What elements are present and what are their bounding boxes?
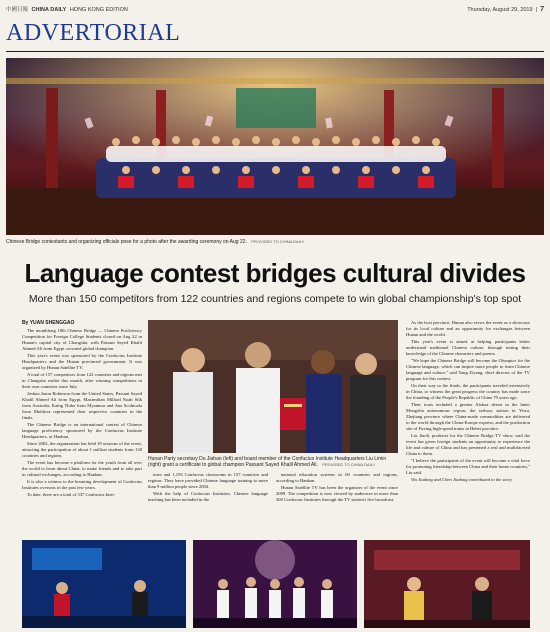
section-banner: ADVERTORIAL: [6, 20, 181, 46]
col1-paragraph: Since 2002, the organization has held 18 sessions of the event, attracting the participation of about 1 million students from 130 countries and regions.: [22, 441, 142, 458]
masthead: [6, 5, 128, 13]
stage-caption-credit: PROVIDED TO CHINA DAILY: [251, 239, 305, 244]
bottom-photo-3: [364, 540, 530, 628]
col4-paragraph: Their tours included a greater Alxhaa desert in the Inner Mongolia autonomous region; the railway station in Yiwu, Zhejiang province where China-made commodities are delivered to the world through the China-Europe express; and the production site of Fuxing high-speed trains in Hebei province.: [406, 402, 530, 431]
stage-caption-text: Chinese Bridge contestants and organizing officials pose for a photo after the awarding ceremony on Aug 22.: [6, 239, 247, 245]
column-1: [22, 328, 142, 499]
col4-paragraph: This year's event is aimed at helping participants better understand traditional Chinese culture, through testing their knowledge of the Chinese characters and poems.: [406, 339, 530, 356]
stage-photo: [6, 58, 544, 235]
col4-paragraph: As the host province, Hunan also views the event as a showcase for its local culture and an opportunity for exchanges between Hunan and the world.: [406, 320, 530, 337]
certificate-caption-text: Hunan Party secretary Du Jiahao (left) and board member of the Confucius Institute Headquarters Liu Limin (right) grant a certificate to global champion Passant Sayed Khalil Ahmed Ali.: [148, 456, 387, 468]
col1-paragraph: The monthlong 18th Chinese Bridge — Chinese Proficiency Competition for Foreign College Students closed on Aug 22 in Hunan's capital city of Changsha, with Passant Sayed Khalil Ahmed Ali from Egypt crowned global champion.: [22, 328, 142, 351]
col1-paragraph: It is also a witness to the booming development of Confucius Institutes overseas in the past few years.: [22, 479, 142, 490]
bottom-photo-1: [22, 540, 186, 628]
col2-paragraph: tutes and 1,193 Confucius classrooms in 157 countries and regions. They have provided Chinese language training to more than 9 million people since 2004.: [148, 472, 268, 489]
column-4: [406, 320, 530, 484]
certificate-photo: [148, 320, 398, 453]
article-signoff: Wu Jiadong and Chen Jiadong contributed to the story.: [411, 477, 513, 482]
bottom-photo-3-art: [364, 540, 530, 628]
column-3: [276, 472, 398, 504]
masthead-chinese: 中國日報: [6, 7, 29, 13]
col4-paragraph: Liu Jiaoli, producer for the Chinese Bridge TV show, said the event has given foreign students an opportunity to experience the life and culture of China and has presented a real and multifaceted China to them.: [406, 433, 530, 456]
col4-paragraph: "I believe the participants of the event will become a vital force for promoting friendship between China and their home countries," Liu said.: [406, 458, 530, 475]
page-number: 7: [540, 5, 544, 13]
date-page: Thursday, August 29, 2019 | 7: [467, 5, 544, 13]
col1-paragraph: The Chinese Bridge is an international contest of Chinese language proficiency sponsored by the Confucius Institute Headquarters, or Hanban.: [22, 422, 142, 439]
col4-paragraph: On their way to the finals, the participants traveled extensively in China, to witness the great progress the country has made since the founding of the People's Republic of China 70 years ago.: [406, 383, 530, 400]
bottom-photo-2-art: [193, 540, 357, 628]
article-headline: Language contest bridges cultural divides: [24, 258, 526, 288]
column-2: [148, 472, 268, 504]
col3-paragraph: Hunan Satellite TV has been the organizer of the event since 2009. The competition is now viewed by audiences in more than 200 Confucius Institutes through the TV station's live broadcast.: [276, 485, 398, 502]
certificate-photo-caption: [148, 456, 398, 468]
stage-photo-art: [6, 58, 544, 235]
bottom-photo-1-art: [22, 540, 186, 628]
col1-paragraph: Joshua Jason Robinson from the United States, Passant Sayed Khalil Ahmed Ali from Egypt, Maximilian Millard Noah Silk from Australia, Kaing Thiha from Myanmar and Ana Scobioala from Moldova represented their respective countries in the finals.: [22, 391, 142, 420]
col1-paragraph: This year's event was sponsored by the Confucius Institute Headquarters and the Hunan provincial government. It was organized by Hunan Satellite TV.: [22, 353, 142, 370]
certificate-photo-art: [148, 320, 398, 453]
bottom-photo-2: [193, 540, 357, 628]
byline: By YUAN SHENGGAO: [22, 320, 75, 326]
banner-rule: [6, 51, 544, 52]
issue-date: Thursday, August 29, 2019: [467, 6, 533, 13]
article-subhead: More than 150 competitors from 122 countries and regions compete to win global championship's top spot: [28, 293, 522, 305]
col1-paragraph: The event has become a platform for the youth from all over the world to learn about China, to make friends and to take part in cultural exchanges, according to Hanban.: [22, 460, 142, 477]
certificate-caption-credit: PROVIDED TO CHINA DAILY: [322, 462, 376, 467]
stage-photo-caption: [6, 239, 544, 245]
col1-paragraph: A total of 157 competitors from 122 countries and regions met in Changsha earlier this month, after winning competitions in their own countries since July.: [22, 372, 142, 389]
paper-name: CHINA DAILY: [31, 7, 67, 13]
col4-paragraph: "We hope the Chinese Bridge will become the Olympics for the Chinese language, which can inspire more people to learn Chinese language and culture," said Yang Ziyang, chief director of the TV program for this contest.: [406, 358, 530, 381]
edition-name: HONG KONG EDITION: [69, 7, 128, 13]
page-header: [6, 4, 544, 14]
col3-paragraph: national education systems in 60 countries and regions, according to Hanban.: [276, 472, 398, 483]
col2-paragraph: With the help of Confucius Institutes, Chinese language teaching has been included in the: [148, 491, 268, 502]
col1-paragraph: To date, there are a total of 537 Confucius Insti-: [27, 492, 116, 497]
